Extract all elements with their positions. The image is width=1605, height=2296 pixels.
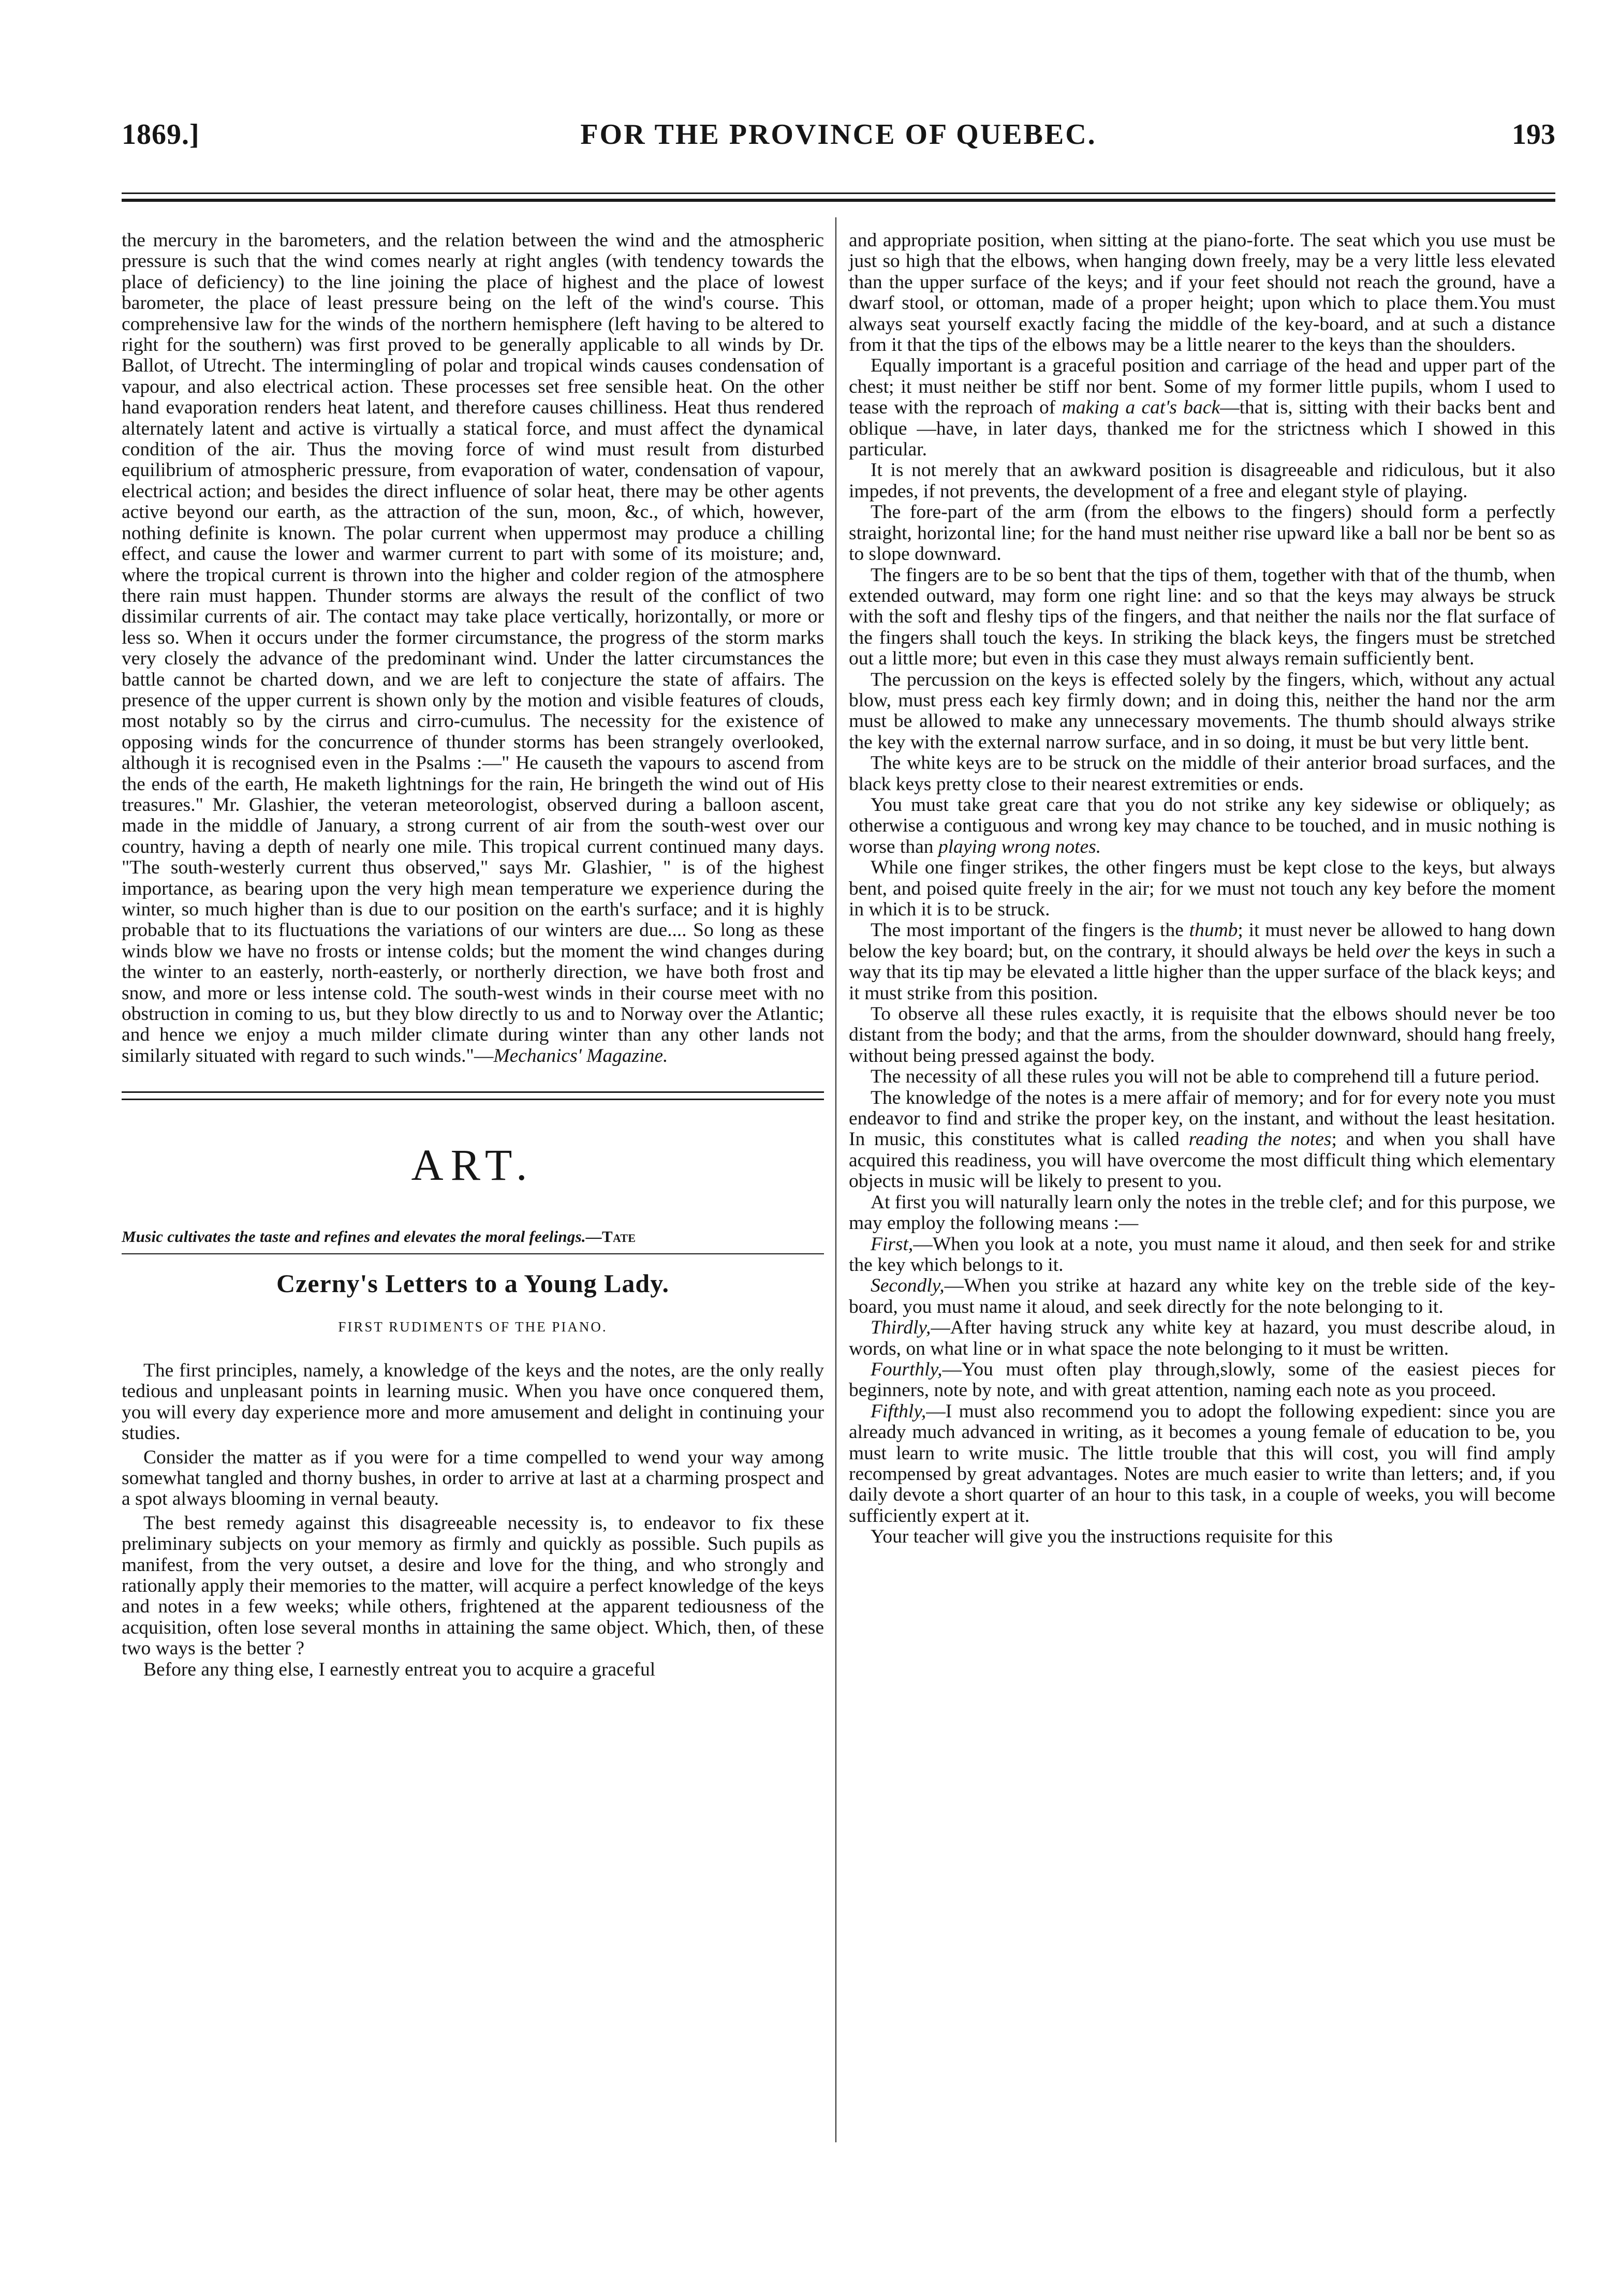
paragraph: Secondly,—When you strike at hazard any white key on the treble side of the key-board, you must name it aloud, and seek directly for the note belonging to it. (849, 1275, 1555, 1317)
paragraph: Thirdly,—After having struck any white key at hazard, you must describe aloud, in words, on what line or in what space the note belonging to it must be written. (849, 1317, 1555, 1359)
header-title: FOR THE PROVINCE OF QUEBEC. (580, 118, 1097, 151)
paragraph: Before any thing else, I earnestly entreat you to acquire a graceful (143, 1658, 656, 1680)
paragraph: You must take great care that you do not strike any key sidewise or obliquely; as otherwise a contiguous and wrong key may chance to be touched, and in music nothing is worse than playing wrong notes. (849, 794, 1555, 857)
paragraph: Fifthly,—I must also recommend you to adopt the following expedient: since you are already much advanced in writing, as it becomes a young female of education to be, you must learn to write music. The little trouble that this will cost, you will find amply recompensed by great advantages. Notes are much easier to write than letters; and, if you daily devote a short quarter of an hour to this task, in a couple of weeks, you will become sufficiently expert at it. (849, 1400, 1555, 1527)
paragraph: Fourthly,—You must often play through,slowly, some of the easiest pieces for beginners, note by note, and with great attention, naming each note as you proceed. (849, 1358, 1555, 1401)
source-citation: Mechanics' Magazine. (493, 1045, 668, 1066)
emphasis: Secondly, (871, 1275, 945, 1297)
article-subhead: FIRST RUDIMENTS OF THE PIANO. (338, 1319, 608, 1335)
header-rule-thin (122, 192, 1555, 194)
emphasis: over (1376, 940, 1410, 962)
running-header (122, 118, 1555, 175)
emphasis: Fifthly, (871, 1400, 926, 1422)
left-column (122, 230, 824, 1680)
header-rule-thick (122, 199, 1555, 202)
section-divider (122, 1091, 824, 1100)
paragraph: It is not merely that an awkward position is disagreeable and ridiculous, but it also impedes, if not prevents, the development of a free and elegant style of playing. (849, 460, 1555, 502)
paragraph: Equally important is a graceful position and carriage of the head and upper part of the chest; it must neither be stiff nor bent. Some of my former little pupils, whom I used to tease with the reproach of making a cat's back—that is, sitting with their backs bent and oblique —have, in later days, thanked me for the strictness which I showed in this particular. (849, 355, 1555, 461)
column-divider (835, 217, 836, 2142)
paragraph: The first principles, namely, a knowledge of the keys and the notes, are the only really tedious and unpleasant points in learning music. When you have once conquered them, you will every day experience more and more amusement and delight in continuing your studies. (122, 1359, 824, 1444)
paragraph: The fore-part of the arm (from the elbows to the fingers) should form a perfectly straight, horizontal line; for the hand must neither rise upward like a ball nor be bent so as to slope downward. (849, 501, 1555, 565)
paragraph: Consider the matter as if you were for a time compelled to wend your way among somewhat tangled and thorny bushes, in order to arrive at last at a charming prospect and a spot always blooming in vernal beauty. (122, 1446, 824, 1510)
emphasis: First, (871, 1233, 914, 1255)
right-column (849, 230, 1555, 1548)
section-title: ART. (411, 1140, 535, 1190)
paragraph: To observe all these rules exactly, it is requisite that the elbows should never be too distant from the body; and that the arms, from the shoulder downward, should hang freely, without being pressed against the body. (849, 1003, 1555, 1066)
paragraph: At first you will naturally learn only the notes in the treble clef; and for this purpose, we may employ the following means :— (849, 1191, 1555, 1234)
emphasis: Thirdly, (871, 1317, 931, 1339)
paragraph: The most important of the fingers is the thumb; it must never be allowed to hang down below the key board; but, on the contrary, it should always be held over the keys in such a way that its tip may be elevated a little higher than the upper surface of the black keys; and it must strike from this position. (849, 920, 1555, 1004)
page-number: 193 (1512, 118, 1555, 151)
paragraph: Your teacher will give you the instructions requisite for this (871, 1526, 1333, 1548)
paragraph: The white keys are to be struck on the middle of their anterior broad surfaces, and the black keys pretty close to their nearest extremities or ends. (849, 752, 1555, 795)
paragraph: While one finger strikes, the other fingers must be kept close to the keys, but always bent, and poised quite freely in the air; for we must not touch any key before the moment in which it is to be struck. (849, 857, 1555, 920)
paragraph: The best remedy against this disagreeable necessity is, to endeavor to fix these preliminary subjects on your memory as firmly and quickly as possible. Such pupils as manifest, from the very outset, a desire and love for the thing, and who strongly and rationally apply their memories to the matter, will acquire a perfect knowledge of the keys and notes in a few weeks; while others, frightened at the apparent tediousness of the acquisition, often lose several months in attaining the same object. Which, then, of these two ways is the better ? (122, 1512, 824, 1660)
paragraph: The percussion on the keys is effected solely by the fingers, which, without any actual blow, must press each key firmly down; and in doing this, neither the hand nor the arm must be allowed to make any unnecessary movements. The thumb should always strike the key with the external narrow surface, and in so doing, it must be but very little bent. (849, 669, 1555, 753)
epigraph-author: Tate (602, 1227, 636, 1246)
header-year: 1869.] (122, 118, 200, 151)
emphasis: reading the notes (1188, 1129, 1332, 1150)
article-title: Czerny's Letters to a Young Lady. (276, 1269, 669, 1298)
paragraph: and appropriate position, when sitting at the piano-forte. The seat which you use must be just so high that the elbows, when hanging down freely, may be a very little less elevated than the upper surface of the keys; and if your feet should not reach the ground, have a dwarf stool, or ottoman, made of a proper height; upon which to place them.You must always seat yourself exactly facing the middle of the key-board, and at such a distance from it that the tips of the elbows may be a little nearer to the keys than the shoulders. (849, 230, 1555, 356)
paragraph: The knowledge of the notes is a mere affair of memory; and for for every note you must endeavor to find and strike the proper key, on the instant, and without the least hesitation. In music, this constitutes what is called reading the notes; and when you shall have acquired this readiness, you will have overcome the most difficult thing which elementary objects in music will be likely to present to you. (849, 1087, 1556, 1192)
paragraph: The fingers are to be so bent that the tips of them, together with that of the thumb, when extended outward, may form one right line: and so that the keys may always be struck with the soft and fleshy tips of the fingers, and that neither the nails nor the flat surface of the fingers shall touch the keys. In striking the black keys, the fingers must be stretched out a little more; but even in this case they must always remain sufficiently bent. (849, 564, 1555, 670)
epigraph (122, 1226, 824, 1247)
paragraph-text: the mercury in the barometers, and the relation between the wind and the atmospheric pressure is such that the wind comes nearly at right angles (with tendency towards the place of deficiency) to the line joining the place of highest and the place of lowest barometer, the place of least pressure being on the left of the wind's course. This comprehensive law for the winds of the northern hemisphere (left having to be altered to right for the southern) was first proved to be generally applicable to all winds by Dr. Ballot, of Utrecht. The intermingling of polar and tropical winds causes condensation of vapour, and also electrical action. These processes set free sensible heat. On the other hand evaporation renders heat latent, and therefore causes chilliness. Heat thus rendered alternately latent and active is virtually a statical force, and must affect the dynamical condition of the air. Thus the moving force of wind must result from disturbed equilibrium of atmospheric pressure, from evaporation of water, condensation of vapour, electrical action; and besides the direct influence of solar heat, there may be other agents active beyond our earth, as the attraction of the sun, moon, &c., of which, however, nothing definite is known. The polar current when uppermost may produce a chilling effect, and cause the lower and warmer current to part with some of its moisture; and, where the tropical current is thrown into the higher and colder region of the atmosphere there rain must happen. Thunder storms are always the result of the conflict of two dissimilar currents of air. The contact may take place vertically, horizontally, or more or less so. When it occurs under the former circumstance, the progress of the storm marks very closely the advance of the predominant wind. Under the latter circumstances the battle cannot be charted down, and we are left to conjecture the state of affairs. The presence of the upper current is shown only by the motion and visible features of clouds, most notably so by the cirrus and cirro-cumulus. The necessity for the existence of opposing winds for the concurrence of thunder storms has been strangely overlooked, although it is recognised even in the Psalms :—" He causeth the vapours to ascend from the ends of the earth, He maketh lightnings for the rain, He bringeth the wind out of His treasures." Mr. Glashier, the veteran meteorologist, observed during a balloon ascent, made in the middle of January, a strong current of air from the south-west over our country, having a depth of nearly one mile. This tropical current continued many days. "The south-westerly current thus observed," says Mr. Glashier, " is of the highest importance, as bearing upon the very high mean temperature we experience during the winter, so much higher than is due to our position on the earth's surface; and it is highly probable that to its fluctuations the variations of our winters are due.... So long as these winds blow we have no frosts or intense colds; but the moment the wind changes during the winter to an easterly, north-easterly, or northerly direction, we have both frost and snow, and more or less intense cold. The south-west winds in their course meet with no obstruction in coming to us, but they blow directly to us and to Norway over the Atlantic; and hence we enjoy a much milder climate during winter than any other lands not similarly situated with regard to such winds."— (122, 230, 824, 1066)
paragraph: First,—When you look at a note, you must name it aloud, and then seek for and strike the key which belongs to it. (849, 1233, 1555, 1276)
emphasis: making a cat's back (1062, 397, 1220, 419)
epigraph-rule (122, 1253, 824, 1254)
paragraph (122, 230, 824, 1066)
emphasis: playing wrong notes. (938, 836, 1101, 857)
paragraph: The necessity of all these rules you will not be able to comprehend till a future period. (871, 1066, 1540, 1088)
epigraph-text: Music cultivates the taste and refines and elevates the moral feelings.— (122, 1227, 602, 1246)
emphasis: Fourthly, (871, 1358, 943, 1380)
emphasis: thumb (1189, 920, 1238, 941)
